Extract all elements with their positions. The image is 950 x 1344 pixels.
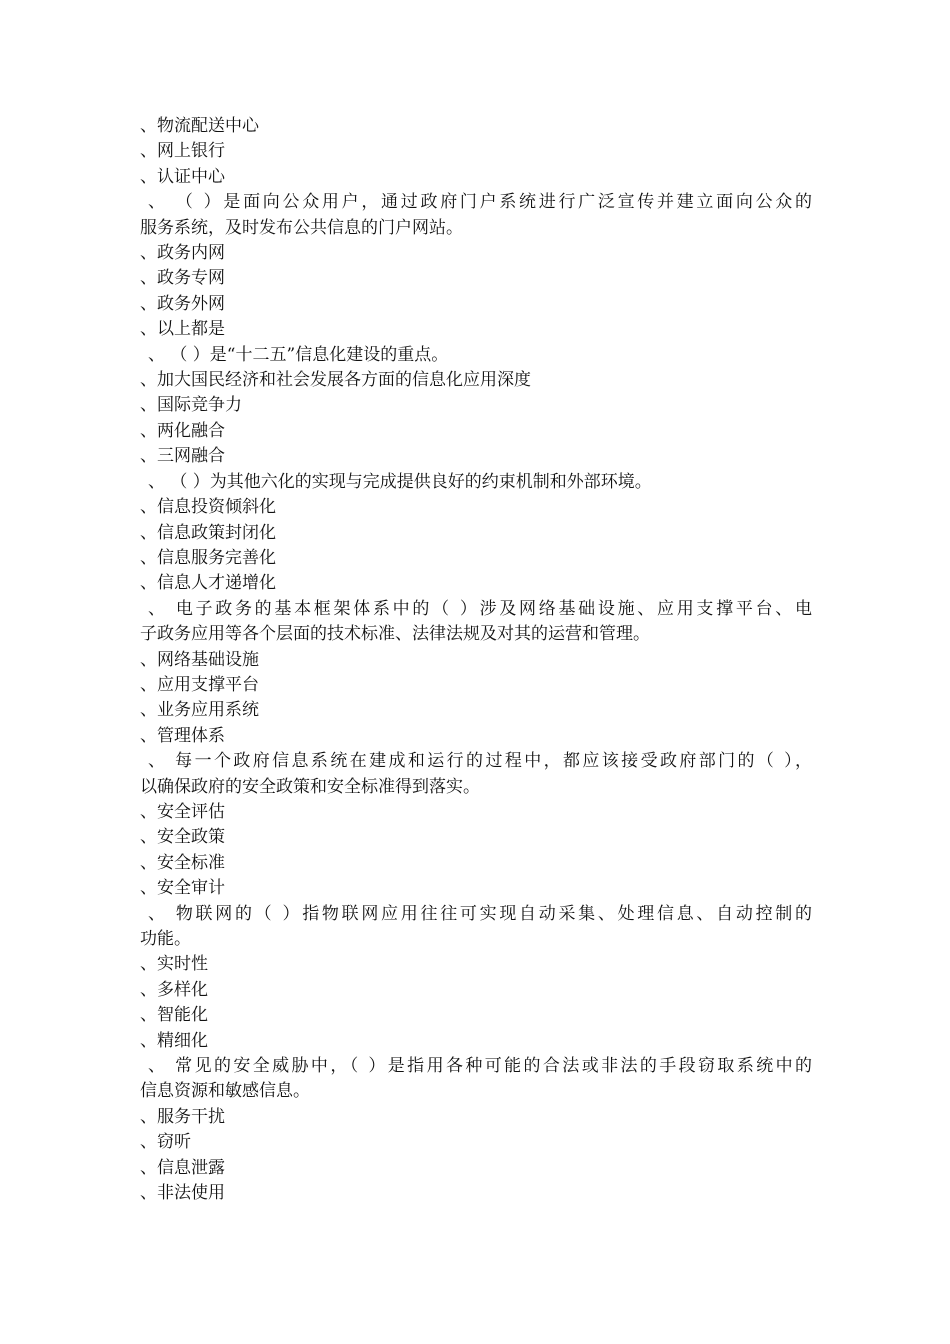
question-line: 、 每一个政府信息系统在建成和运行的过程中，都应该接受政府部门的（ ）， <box>148 751 812 772</box>
option-line: 、精细化 <box>140 1030 208 1051</box>
option-line: 、两化融合 <box>140 420 225 441</box>
option-line: 、网络基础设施 <box>140 649 259 670</box>
option-line: 、业务应用系统 <box>140 700 259 721</box>
option-line: 、认证中心 <box>140 166 225 187</box>
option-line: 、管理体系 <box>140 725 225 746</box>
option-line: 、三网融合 <box>140 446 225 467</box>
option-line: 、安全审计 <box>140 878 225 899</box>
option-line: 、加大国民经济和社会发展各方面的信息化应用深度 <box>140 370 531 391</box>
question-list <box>140 114 812 1206</box>
question-line: 、 常见的安全威胁中，（ ）是指用各种可能的合法或非法的手段窃取系统中的 <box>148 1056 812 1077</box>
question-line: 、 （ ）是“十二五”信息化建设的重点。 <box>148 344 449 365</box>
option-line: 、政务外网 <box>140 293 225 314</box>
option-line: 、多样化 <box>140 979 208 1000</box>
question-line-continued: 子政务应用等各个层面的技术标准、法律法规及对其的运营和管理。 <box>140 624 650 645</box>
option-line: 、非法使用 <box>140 1183 225 1204</box>
question-line-continued: 功能。 <box>140 929 191 949</box>
question-line-continued: 信息资源和敏感信息。 <box>140 1081 310 1102</box>
option-line: 、安全政策 <box>140 827 225 848</box>
question-line-continued: 以确保政府的安全政策和安全标准得到落实。 <box>140 776 480 797</box>
option-line: 、物流配送中心 <box>140 116 259 136</box>
option-line: 、信息人才递增化 <box>140 573 276 594</box>
option-line: 、信息政策封闭化 <box>140 522 276 543</box>
option-line: 、信息服务完善化 <box>140 547 276 568</box>
option-line: 、国际竞争力 <box>140 395 242 416</box>
option-line: 、实时性 <box>140 954 208 975</box>
option-line: 、网上银行 <box>140 141 225 162</box>
option-line: 、智能化 <box>140 1005 208 1026</box>
question-line: 、 物联网的（ ）指物联网应用往往可实现自动采集、处理信息、自动控制的 <box>148 903 812 924</box>
option-line: 、政务内网 <box>140 243 225 264</box>
option-line: 、安全标准 <box>140 852 225 873</box>
question-line: 、 电子政务的基本框架体系中的（ ）涉及网络基础设施、应用支撑平台、电 <box>148 598 812 619</box>
option-line: 、信息泄露 <box>140 1157 225 1178</box>
option-line: 、政务专网 <box>140 268 225 289</box>
option-line: 、窃听 <box>140 1132 191 1153</box>
option-line: 、服务干扰 <box>140 1106 225 1127</box>
question-line-continued: 服务系统，及时发布公共信息的门户网站。 <box>140 217 463 238</box>
option-line: 、信息投资倾斜化 <box>140 497 276 518</box>
option-line: 、安全评估 <box>140 801 225 822</box>
question-line: 、 （ ）为其他六化的实现与完成提供良好的约束机制和外部环境。 <box>148 471 652 492</box>
question-line: 、 （ ）是面向公众用户，通过政府门户系统进行广泛宣传并建立面向公众的 <box>148 192 812 213</box>
option-line: 、以上都是 <box>140 319 225 340</box>
option-line: 、应用支撑平台 <box>140 674 259 695</box>
